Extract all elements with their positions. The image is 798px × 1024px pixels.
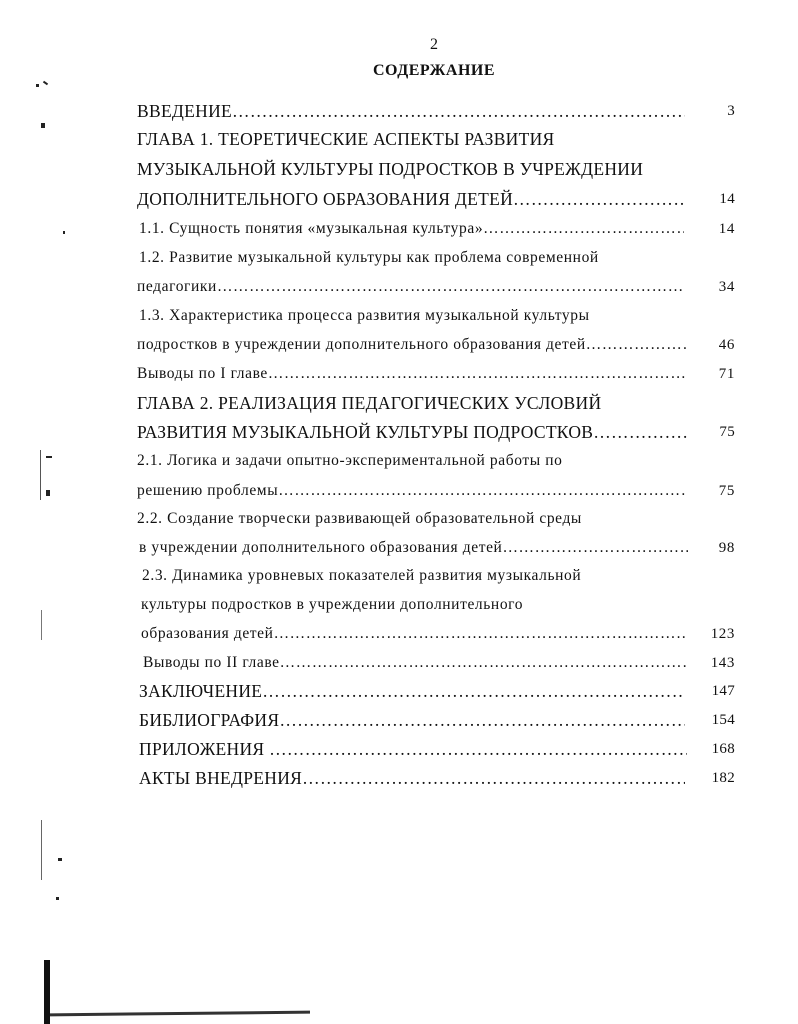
- toc-entry-chapter-2-line-1: ГЛАВА 2. РЕАЛИЗАЦИЯ ПЕДАГОГИЧЕСКИХ УСЛОВИЙ: [137, 393, 602, 413]
- toc-entry-section-1-2-line-1: 1.2. Развитие музыкальной культуры как проблема современной: [139, 249, 599, 266]
- toc-entry-introduction: ВВЕДЕНИЕ …………………………………………………………………………………………………………………………………………………………… 3: [0, 99, 798, 123]
- toc-entry-bibliography: БИБЛИОГРАФИЯ …………………………………………………………………………………………………………………………………………………………… 154: [0, 708, 798, 732]
- dot-leader: [268, 365, 685, 382]
- toc-entry-section-1-2-line-2: педагогики …………………………………………………………………………………………………………………………………………………………… 34: [0, 275, 798, 299]
- scan-line: [41, 820, 42, 880]
- toc-entry-conclusions-2: Выводы по II главе …………………………………………………………………………………………………………………………………………………………… 143: [0, 651, 798, 675]
- toc-entry-conclusion: ЗАКЛЮЧЕНИЕ …………………………………………………………………………………………………………………………………………………………… 147: [0, 679, 798, 703]
- toc-page-number: 98: [718, 540, 735, 556]
- toc-page-number: 168: [711, 741, 735, 757]
- scan-speck: [41, 123, 45, 128]
- scan-speck: [56, 897, 59, 900]
- scan-speck: [36, 84, 39, 87]
- scan-speck: [46, 490, 50, 496]
- dot-leader: [586, 336, 689, 353]
- scan-edge: [50, 1011, 310, 1017]
- toc-page-number: 154: [711, 712, 735, 728]
- toc-entry-section-2-1-line-2: решению проблемы …………………………………………………………………………………………………………………………………………………………… 75: [0, 479, 798, 503]
- dot-leader: [217, 278, 685, 295]
- toc-page-number: 75: [719, 424, 735, 440]
- toc-entry-section-2-3-line-2: культуры подростков в учреждении дополнительного: [141, 596, 524, 613]
- toc-page-number: 46: [718, 337, 735, 353]
- dot-leader: [302, 768, 685, 788]
- toc-entry-section-1-1: 1.1. Сущность понятия «музыкальная культура» …………………………………………………………………………………………………………………………………………………………… 14: [0, 217, 798, 241]
- toc-entry-implementation-acts: АКТЫ ВНЕДРЕНИЯ …………………………………………………………………………………………………………………………………………………………… 182: [0, 766, 798, 790]
- dot-leader: [513, 189, 683, 209]
- dot-leader: [269, 739, 687, 759]
- scan-speck: [43, 81, 48, 86]
- toc-entry-chapter-2-line-2: РАЗВИТИЯ МУЗЫКАЛЬНОЙ КУЛЬТУРЫ ПОДРОСТКОВ …………………………………………………………………………………………………………………………………………………………… 75: [0, 420, 798, 444]
- dot-leader: [279, 710, 685, 730]
- dot-leader: [274, 625, 687, 642]
- dot-leader: [280, 654, 688, 671]
- toc-entry-section-2-2-line-1: 2.2. Создание творчески развивающей образовательной среды: [137, 510, 582, 527]
- toc-entry-chapter-1-line-2: МУЗЫКАЛЬНОЙ КУЛЬТУРЫ ПОДРОСТКОВ В УЧРЕЖДЕНИИ: [137, 159, 644, 179]
- page-number: 2: [430, 36, 438, 53]
- dot-leader: [502, 539, 688, 556]
- toc-entry-section-1-3-line-2: подростков в учреждении дополнительного образования детей …………………………………………………………………………………………………………………………………………………………… 46: [0, 333, 798, 357]
- dot-leader: [483, 220, 684, 237]
- toc-page-number: 71: [718, 366, 735, 382]
- scan-speck: [63, 231, 65, 234]
- toc-entry-section-2-2-line-2: в учреждении дополнительного образования детей …………………………………………………………………………………………………………………………………………………………… 98: [0, 536, 798, 560]
- toc-entry-chapter-1-line-3: ДОПОЛНИТЕЛЬНОГО ОБРАЗОВАНИЯ ДЕТЕЙ …………………………………………………………………………………………………………………………………………………………… 14: [0, 187, 798, 211]
- toc-entry-section-2-3-line-3: образования детей …………………………………………………………………………………………………………………………………………………………… 123: [0, 622, 798, 646]
- scan-line: [40, 450, 41, 500]
- toc-page-number: 3: [727, 103, 735, 119]
- toc-entry-section-1-3-line-1: 1.3. Характеристика процесса развития музыкальной культуры: [139, 307, 590, 324]
- toc-page-number: 143: [710, 655, 735, 671]
- toc-page-number: 14: [718, 221, 735, 237]
- scan-line: [41, 610, 42, 640]
- dot-leader: [278, 482, 685, 499]
- toc-page-number: 75: [718, 483, 735, 499]
- toc-page-number: 14: [719, 191, 735, 207]
- toc-page-number: 123: [710, 626, 735, 642]
- dot-leader: [593, 422, 687, 442]
- scan-speck: [46, 456, 52, 458]
- toc-entry-appendices: ПРИЛОЖЕНИЯ …………………………………………………………………………………………………………………………………………………………… 168: [0, 737, 798, 761]
- scan-speck: [58, 858, 62, 861]
- toc-page-number: 182: [711, 770, 735, 786]
- dot-leader: [262, 681, 685, 701]
- toc-entry-chapter-1-line-1: ГЛАВА 1. ТЕОРЕТИЧЕСКИЕ АСПЕКТЫ РАЗВИТИЯ: [137, 129, 555, 149]
- toc-entry-conclusions-1: Выводы по I главе …………………………………………………………………………………………………………………………………………………………… 71: [0, 362, 798, 386]
- dot-leader: [232, 101, 685, 121]
- toc-title: СОДЕРЖАНИЕ: [372, 62, 496, 79]
- toc-page-number: 147: [711, 683, 735, 699]
- toc-entry-section-2-3-line-1: 2.3. Динамика уровневых показателей развития музыкальной: [142, 567, 582, 584]
- toc-entry-section-2-1-line-1: 2.1. Логика и задачи опытно-экспериментальной работы по: [137, 452, 563, 469]
- toc-page-number: 34: [718, 279, 735, 295]
